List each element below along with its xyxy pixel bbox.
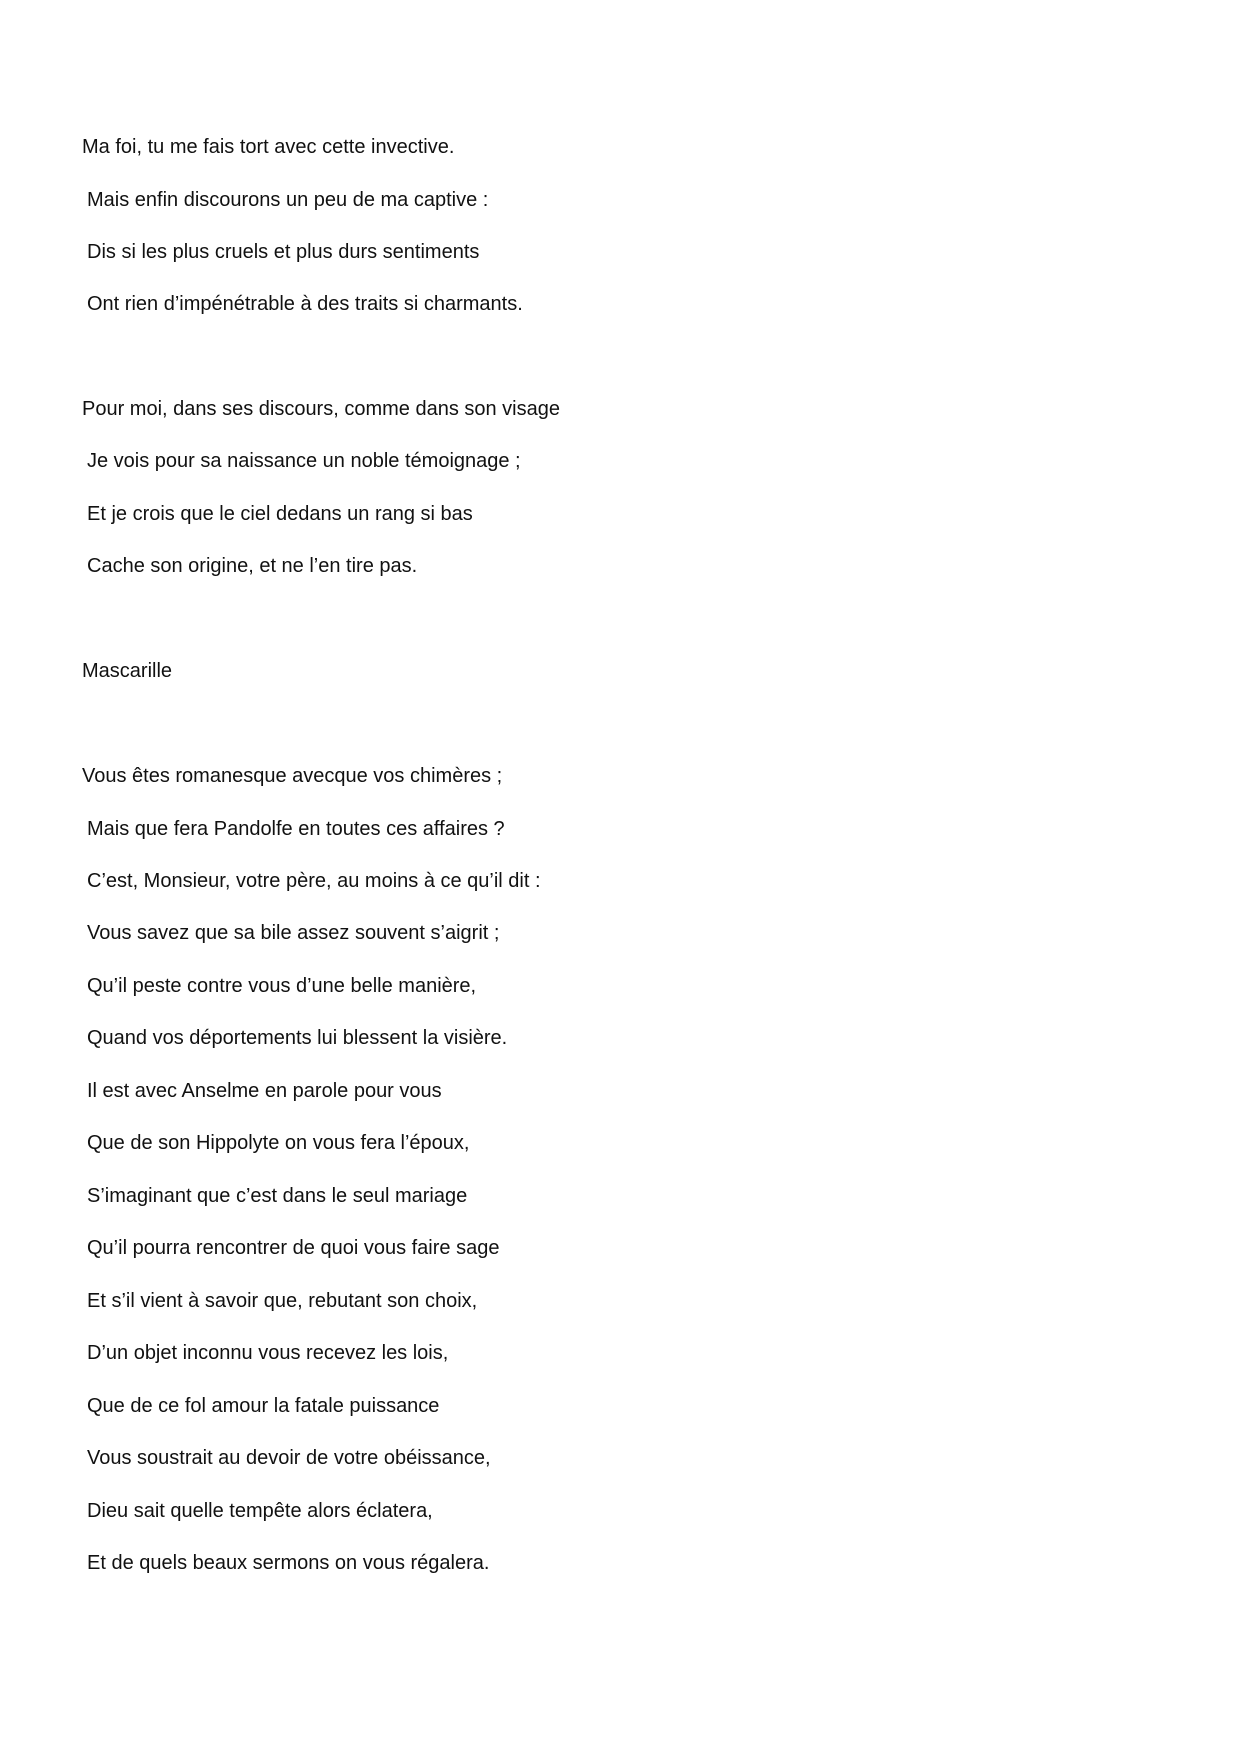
verse-line: Et s’il vient à savoir que, rebutant son choix,	[87, 1290, 478, 1312]
verse-line: Je vois pour sa naissance un noble témoignage ;	[87, 450, 521, 472]
verse-line: D’un objet inconnu vous recevez les lois,	[87, 1342, 449, 1364]
verse-line: Et de quels beaux sermons on vous régalera.	[87, 1552, 490, 1574]
verse-line: Vous soustrait au devoir de votre obéissance,	[87, 1447, 491, 1469]
verse-line: Qu’il pourra rencontrer de quoi vous faire sage	[87, 1237, 500, 1259]
verse-line: Mais que fera Pandolfe en toutes ces affaires ?	[87, 818, 505, 840]
verse-line: Dieu sait quelle tempête alors éclatera,	[87, 1500, 433, 1522]
verse-line: Il est avec Anselme en parole pour vous	[87, 1080, 442, 1102]
verse-line: Ont rien d’impénétrable à des traits si charmants.	[87, 293, 523, 315]
speaker-name: Mascarille	[82, 660, 173, 682]
verse-line: Vous savez que sa bile assez souvent s’aigrit ;	[87, 922, 500, 944]
verse-line: Quand vos déportements lui blessent la visière.	[87, 1027, 508, 1049]
verse-line: Mais enfin discourons un peu de ma captive :	[87, 189, 489, 211]
verse-line: C’est, Monsieur, votre père, au moins à ce qu’il dit :	[87, 870, 541, 892]
verse-line: Pour moi, dans ses discours, comme dans son visage	[82, 398, 560, 420]
verse-line: S’imaginant que c’est dans le seul mariage	[87, 1185, 468, 1207]
verse-line: Vous êtes romanesque avecque vos chimères ;	[82, 765, 503, 787]
verse-line: Cache son origine, et ne l’en tire pas.	[87, 555, 418, 577]
verse-line: Qu’il peste contre vous d’une belle manière,	[87, 975, 477, 997]
verse-line: Que de ce fol amour la fatale puissance	[87, 1395, 440, 1417]
verse-line: Ma foi, tu me fais tort avec cette invective.	[82, 136, 455, 158]
verse-line: Que de son Hippolyte on vous fera l’époux,	[87, 1132, 470, 1154]
verse-line: Dis si les plus cruels et plus durs sentiments	[87, 241, 480, 263]
verse-line: Et je crois que le ciel dedans un rang si bas	[87, 503, 473, 525]
